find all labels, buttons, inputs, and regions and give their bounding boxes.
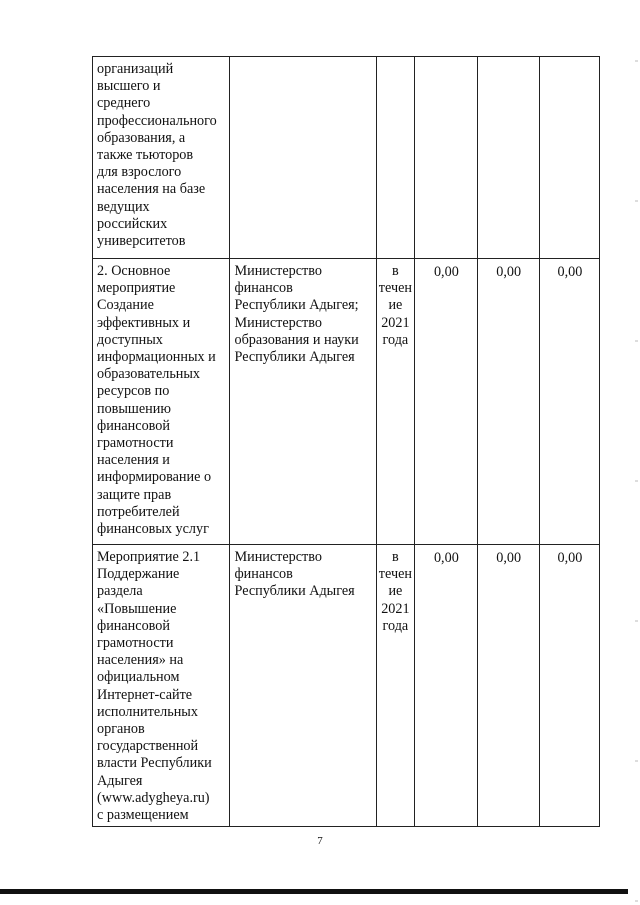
executor-cell xyxy=(230,57,376,259)
value-cell: 0,00 xyxy=(415,545,477,827)
measure-name-cell: 2. Основное мероприятие Создание эффективных и доступных информационных и образовательных ресурсов по повышению финансовой грамотности населения и информирование о защите прав потребителей финансовых услуг xyxy=(93,259,230,545)
table-row xyxy=(93,57,600,259)
executor-cell: Министерство финансов Республики Адыгея xyxy=(230,545,376,827)
scan-edge-artifact xyxy=(635,0,638,905)
value-cell: 0,00 xyxy=(477,545,539,827)
scan-bottom-edge xyxy=(0,889,628,894)
term-cell: в течен ие 2021 года xyxy=(376,259,415,545)
value-cell: 0,00 xyxy=(539,259,599,545)
table-row xyxy=(93,259,600,545)
term-cell: в течен ие 2021 года xyxy=(376,545,415,827)
measure-name-cell: Мероприятие 2.1 Поддержание раздела «Повышение финансовой грамотности населения» на официальном Интернет-сайте исполнительных органов государственной власти Республики Адыгея (www.adygheya.ru) с размещением xyxy=(93,545,230,827)
term-cell xyxy=(376,57,415,259)
value-cell: 0,00 xyxy=(477,259,539,545)
page-number: 7 xyxy=(317,835,323,847)
value-cell xyxy=(477,57,539,259)
value-cell xyxy=(415,57,477,259)
measures-table xyxy=(92,56,600,827)
value-cell xyxy=(539,57,599,259)
value-cell: 0,00 xyxy=(539,545,599,827)
value-cell: 0,00 xyxy=(415,259,477,545)
executor-cell: Министерство финансов Республики Адыгея; Министерство образования и науки Республики Адыгея xyxy=(230,259,376,545)
table-row xyxy=(93,545,600,827)
measure-name-cell: организаций высшего и среднего профессионального образования, а также тьюторов для взрослого населения на базе ведущих российских университетов xyxy=(93,57,230,259)
